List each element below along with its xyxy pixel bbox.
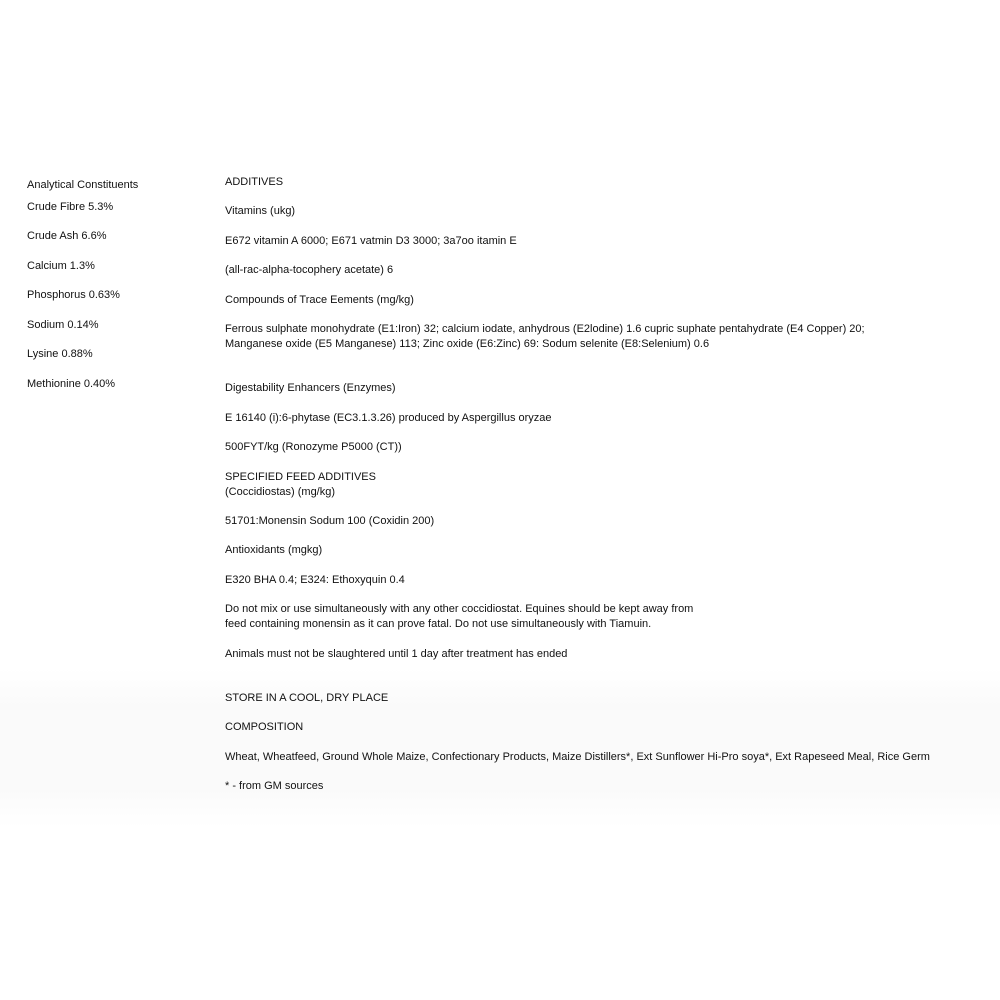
analytical-item-crude-fibre: Crude Fibre 5.3% [27,201,114,213]
analytical-heading: Analytical Constituents [27,179,139,191]
trace-elements-body: Ferrous sulphate monohydrate (E1:Iron) 32; calcium iodate, anhydrous (E2lodine) 1.6 cupric suphate pentahydrate (E4 Copper) 20; Manganese oxide (E5 Manganese) 113; Zinc oxide (E6:Zinc) 69: Sodum selenite (E8:Selenium) 0.6 [225,323,865,350]
additives-heading: ADDITIVES [225,176,284,188]
digestability-title: Digestability Enhancers (Enzymes) [225,382,396,394]
composition-heading: COMPOSITION [225,721,304,733]
storage-instruction: STORE IN A COOL, DRY PLACE [225,692,389,704]
analytical-item-calcium: Calcium 1.3% [27,260,95,272]
antioxidants-line: E320 BHA 0.4; E324: Ethoxyquin 0.4 [225,574,405,586]
monensin-line: 51701:Monensin Sodum 100 (Coxidin 200) [225,515,435,527]
vitamins-line-1: E672 vitamin A 6000; E671 vatmin D3 3000; 3a7oo itamin E [225,235,517,247]
gm-sources-footnote: * - from GM sources [225,780,324,792]
analytical-item-sodium: Sodium 0.14% [27,319,99,331]
vitamins-line-2: (all-rac-alpha-tocophery acetate) 6 [225,264,394,276]
specified-additives-title: SPECIFIED FEED ADDITIVES (Coccidiostas) (mg/kg) [225,471,376,498]
analytical-item-lysine: Lysine 0.88% [27,348,93,360]
analytical-item-phosphorus: Phosphorus 0.63% [27,289,120,301]
ronozyme-line: 500FYT/kg (Ronozyme P5000 (CT)) [225,441,402,453]
composition-ingredients: Wheat, Wheatfeed, Ground Whole Maize, Confectionary Products, Maize Distillers*, Ext Sunflower Hi-Pro soya*, Ext Rapeseed Meal, Rice Germ [225,751,930,763]
analytical-item-crude-ash: Crude Ash 6.6% [27,230,107,242]
antioxidants-title: Antioxidants (mgkg) [225,544,323,556]
vitamins-title: Vitamins (ukg) [225,205,296,217]
coccidiostat-warning: Do not mix or use simultaneously with any other coccidiostat. Equines should be kept away from feed containing monensin as it can prove fatal. Do not use simultaneously with Tiamuin. [225,603,694,630]
phytase-line: E 16140 (i):6-phytase (EC3.1.3.26) produced by Aspergillus oryzae [225,412,552,424]
trace-elements-title: Compounds of Trace Eements (mg/kg) [225,294,414,306]
analytical-item-methionine: Methionine 0.40% [27,378,116,390]
withdrawal-notice: Animals must not be slaughtered until 1 day after treatment has ended [225,648,568,660]
shaded-band [0,668,1000,828]
